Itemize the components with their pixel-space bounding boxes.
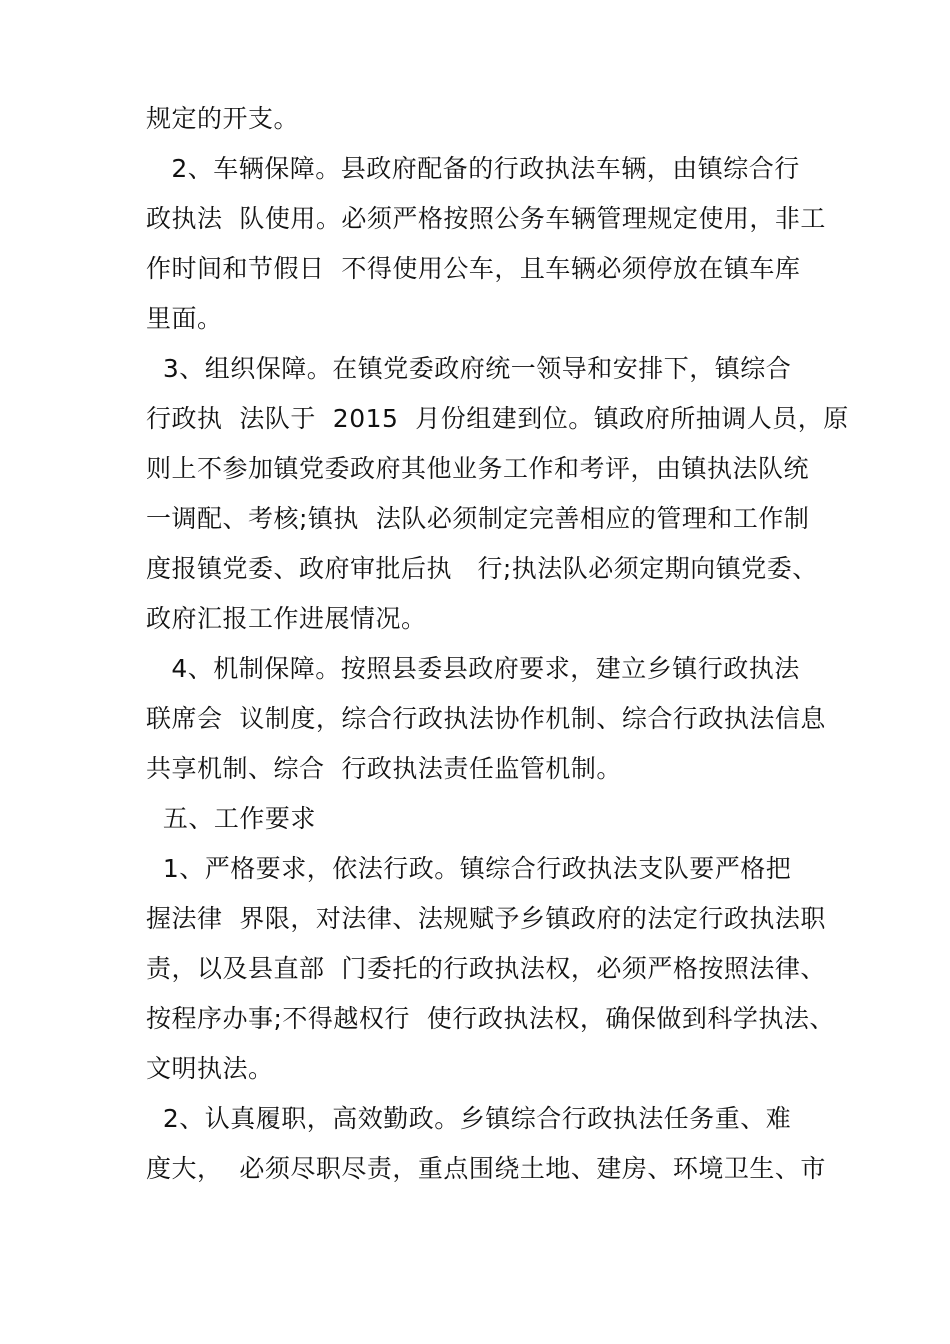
text-line: 共享机制、综合 行政执法责任监管机制。 (146, 754, 622, 783)
text-line: 一调配、考核;镇执 法队必须制定完善相应的管理和工作制 (146, 504, 810, 533)
text-line: 1、严格要求，依法行政。镇综合行政执法支队要严格把 (146, 854, 792, 883)
text-line: 度大， 必须尽职尽责，重点围绕土地、建房、环境卫生、市 (146, 1154, 826, 1183)
text-line: 责，以及县直部 门委托的行政执法权，必须严格按照法律、 (146, 954, 826, 983)
text-line: 握法律 界限，对法律、法规赋予乡镇政府的法定行政执法职 (146, 904, 826, 933)
section-heading: 五、工作要求 (146, 804, 316, 833)
text-line: 4、机制保障。按照县委县政府要求，建立乡镇行政执法 (146, 654, 800, 683)
text-line: 作时间和节假日 不得使用公车，且车辆必须停放在镇车库 (146, 254, 801, 283)
text-line: 里面。 (146, 304, 223, 333)
text-line: 2、车辆保障。县政府配备的行政执法车辆，由镇综合行 (146, 154, 800, 183)
text-line: 行政执 法队于 2015 月份组建到位。镇政府所抽调人员，原 (146, 404, 849, 433)
text-line: 度报镇党委、政府审批后执 行;执法队必须定期向镇党委、 (146, 554, 818, 583)
text-line: 3、组织保障。在镇党委政府统一领导和安排下，镇综合 (146, 354, 792, 383)
text-line: 文明执法。 (146, 1054, 274, 1083)
text-line: 规定的开支。 (146, 104, 300, 133)
text-line: 按程序办事;不得越权行 使行政执法权，确保做到科学执法、 (146, 1004, 835, 1033)
text-line: 政执法 队使用。必须严格按照公务车辆管理规定使用，非工 (146, 204, 826, 233)
text-line: 政府汇报工作进展情况。 (146, 604, 427, 633)
text-line: 2、认真履职，高效勤政。乡镇综合行政执法任务重、难 (146, 1104, 792, 1133)
text-line: 则上不参加镇党委政府其他业务工作和考评，由镇执法队统 (146, 454, 810, 483)
text-line: 联席会 议制度，综合行政执法协作机制、综合行政执法信息 (146, 704, 826, 733)
